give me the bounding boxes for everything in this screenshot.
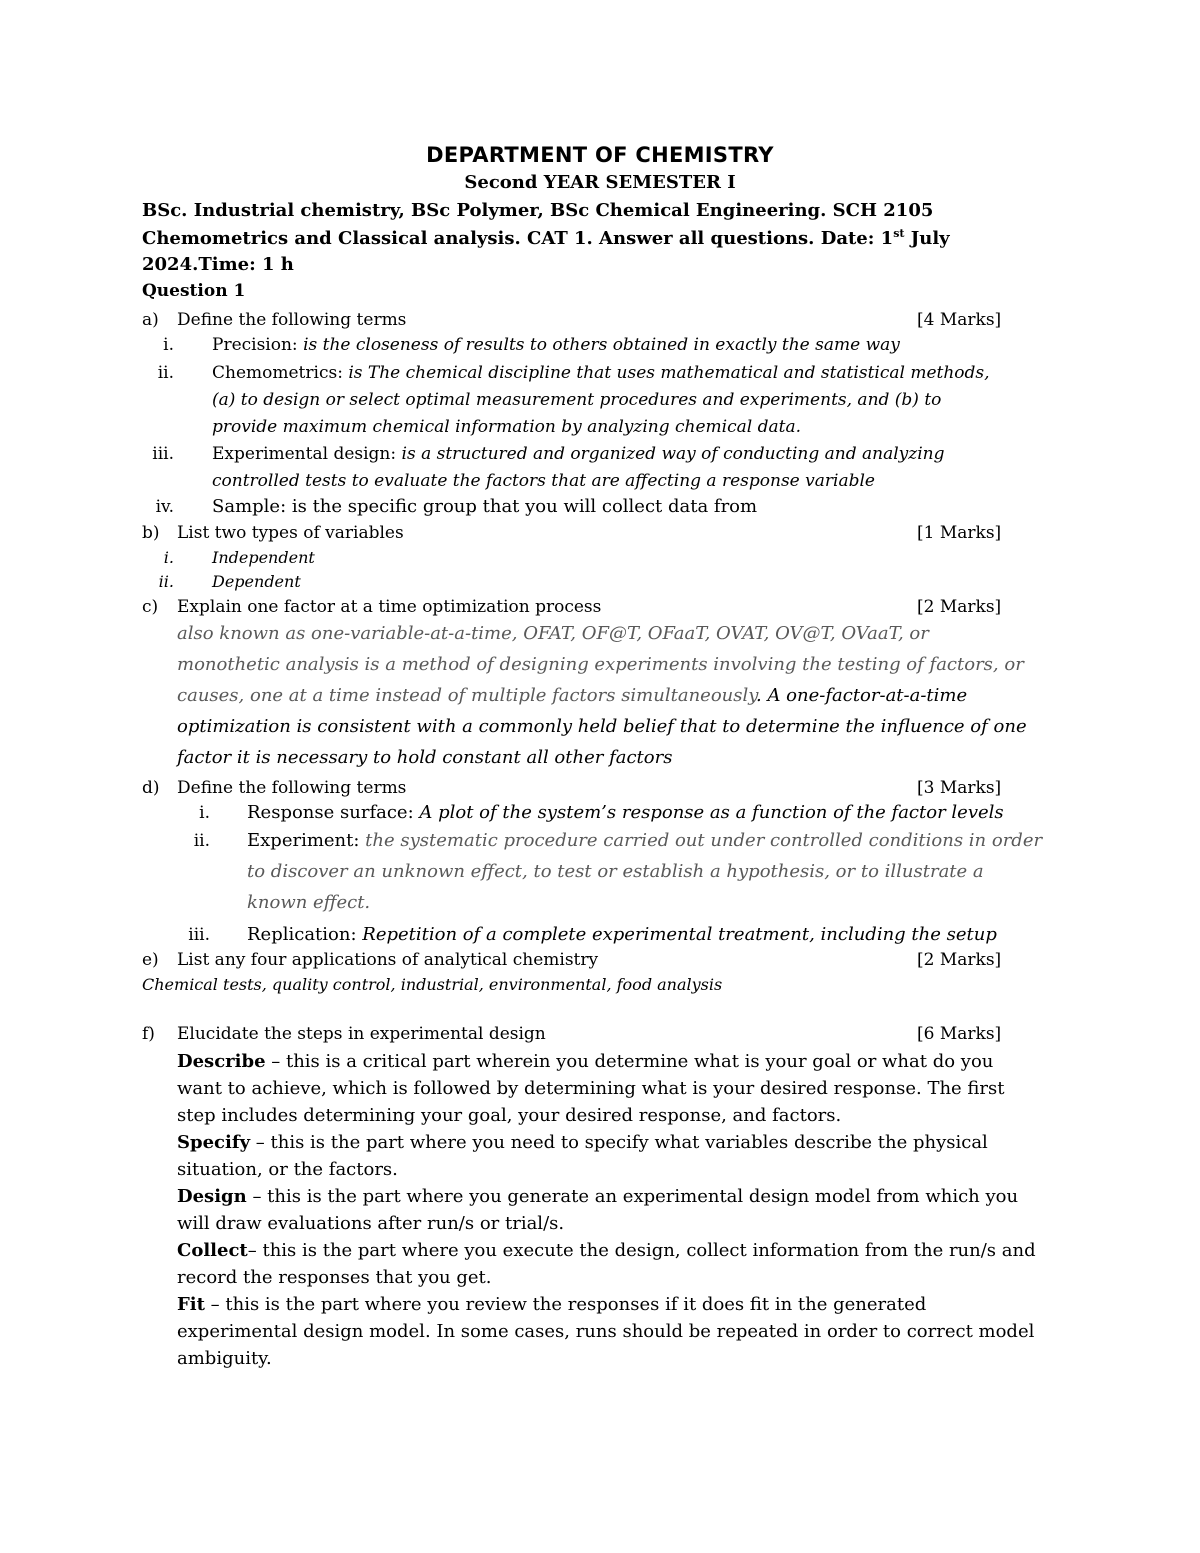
ofat-answer-line2: monothetic analysis is a method of designing experiments involving the testing of factors, or [177,654,1024,675]
step-fit-line2: experimental design model. In some cases, runs should be repeated in order to correct model [177,1321,1035,1342]
step-describe: Describe – this is a critical part wherein you determine what is your goal or what do you [177,1051,994,1072]
question-d-marks: [3 Marks] [917,778,1002,798]
definition-precision: Precision: is the closeness of results to others obtained in exactly the same way [212,335,900,355]
question-d-label: d) [142,778,160,798]
item-number: iii. [188,925,210,945]
definition-sample: Sample: is the specific group that you will collect data from [212,496,758,517]
definition-experimental-design-line2: controlled tests to evaluate the factors that are affecting a response variable [212,471,875,491]
item-number: i. [163,548,174,567]
step-fit-line3: ambiguity. [177,1348,272,1369]
step-design: Design – this is the part where you generate an experimental design model from which you [177,1186,1019,1207]
item-number: ii. [193,831,210,851]
step-fit: Fit – this is the part where you review the responses if it does fit in the generated [177,1294,927,1315]
ofat-answer-line4: optimization is consistent with a commonly held belief that to determine the influence of one [177,716,1027,737]
definition-experiment: Experiment: the systematic procedure carried out under controlled conditions in order [247,830,1043,851]
question-b-label: b) [142,523,160,543]
variable-type-dependent: Dependent [212,572,301,591]
item-number: ii. [158,572,174,591]
question-b-text: List two types of variables [177,523,404,543]
question-f-label: f) [142,1024,155,1044]
step-collect: Collect– this is the part where you execute the design, collect information from the run/s and [177,1240,1036,1261]
definition-chemometrics: Chemometrics: is The chemical discipline that uses mathematical and statistical methods, [212,363,990,383]
definition-chemometrics-line2: (a) to design or select optimal measurement procedures and experiments, and (b) to [212,390,942,410]
ofat-answer-line1: also known as one-variable-at-a-time, OFAT, OF@T, OFaaT, OVAT, OV@T, OVaaT, or [177,623,929,644]
definition-chemometrics-line3: provide maximum chemical information by analyzing chemical data. [212,417,801,437]
step-specify-line2: situation, or the factors. [177,1159,398,1180]
definition-experiment-line3: known effect. [247,892,371,913]
question-c-text: Explain one factor at a time optimization process [177,597,602,617]
step-describe-line2: want to achieve, which is followed by determining what is your desired response. The first [177,1078,1005,1099]
question-c-label: c) [142,597,159,617]
question-a-text: Define the following terms [177,310,407,330]
step-collect-line2: record the responses that you get. [177,1267,492,1288]
variable-type-independent: Independent [212,548,315,567]
item-number: iv. [155,497,174,517]
definition-experimental-design: Experimental design: is a structured and organized way of conducting and analyzing [212,444,945,464]
question-f-text: Elucidate the steps in experimental design [177,1024,546,1044]
definition-experiment-line2: to discover an unknown effect, to test or establish a hypothesis, or to illustrate a [247,861,984,882]
ofat-answer-line5: factor it is necessary to hold constant all other factors [177,747,673,768]
question-e-marks: [2 Marks] [917,950,1002,970]
applications-answer: Chemical tests, quality control, industrial, environmental, food analysis [142,975,723,994]
question-b-marks: [1 Marks] [917,523,1002,543]
item-number: ii. [157,363,174,383]
step-specify: Specify – this is the part where you need to specify what variables describe the physical [177,1132,988,1153]
year-semester: Second YEAR SEMESTER I [464,172,736,193]
definition-response-surface: Response surface: A plot of the system’s response as a function of the factor levels [247,802,1004,823]
programs-line: BSc. Industrial chemistry, BSc Polymer, BSc Chemical Engineering. SCH 2105 [142,200,934,221]
question-d-text: Define the following terms [177,778,407,798]
course-line: Chemometrics and Classical analysis. CAT 1. Answer all questions. Date: 1st July [142,227,950,249]
definition-replication: Replication: Repetition of a complete experimental treatment, including the setup [247,924,997,945]
department-title: DEPARTMENT OF CHEMISTRY [426,143,774,167]
question-c-marks: [2 Marks] [917,597,1002,617]
question-a-marks: [4 Marks] [917,310,1002,330]
question-e-label: e) [142,950,159,970]
item-number: i. [199,803,210,823]
question-e-text: List any four applications of analytical chemistry [177,950,599,970]
question-a-label: a) [142,310,159,330]
item-number: i. [163,335,174,355]
ofat-answer-line3: causes, one at a time instead of multiple factors simultaneously. A one-factor-at-a-time [177,685,968,706]
step-describe-line3: step includes determining your goal, your desired response, and factors. [177,1105,842,1126]
item-number: iii. [152,444,174,464]
question-heading: Question 1 [142,281,246,301]
step-design-line2: will draw evaluations after run/s or trial/s. [177,1213,565,1234]
question-f-marks: [6 Marks] [917,1024,1002,1044]
time-line: 2024.Time: 1 h [142,254,294,275]
